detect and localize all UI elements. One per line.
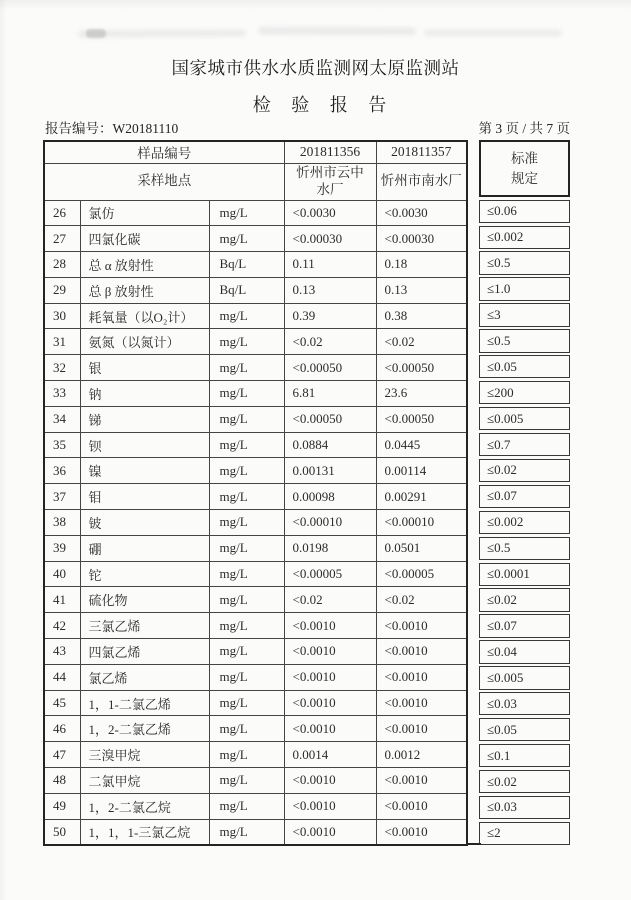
unit: mg/L	[209, 355, 284, 381]
unit: mg/L	[209, 587, 284, 613]
standard-limit: ≤3	[479, 303, 570, 326]
sample1-value: <0.00010	[284, 510, 376, 536]
row-number: 29	[44, 277, 80, 303]
parameter-name: 四氯化碳	[80, 226, 209, 252]
sample1-value: 0.00131	[284, 458, 376, 484]
sample2-value: 23.6	[376, 381, 467, 407]
sample-id-label: 样品编号	[44, 141, 284, 163]
parameter-name: 镍	[80, 458, 209, 484]
sample2-value: 0.18	[376, 252, 467, 278]
sample2-value: <0.00030	[376, 226, 467, 252]
unit: mg/L	[209, 768, 284, 794]
row-number: 42	[44, 613, 80, 639]
sample2-value: <0.00050	[376, 355, 467, 381]
row-number: 26	[44, 200, 80, 226]
standard-limit: ≤0.1	[479, 744, 570, 767]
parameter-name: 氯仿	[80, 200, 209, 226]
sample2-value: <0.0010	[376, 793, 467, 819]
sample-id-header-row	[44, 141, 467, 163]
row-number: 31	[44, 329, 80, 355]
sample1-value: <0.0010	[284, 664, 376, 690]
standard-limit: ≤0.03	[479, 796, 570, 819]
table-row	[44, 768, 467, 794]
sample1-value: 0.11	[284, 252, 376, 278]
sample2-value: 0.0012	[376, 742, 467, 768]
table-row	[44, 510, 467, 536]
standard-limit: ≤0.005	[479, 407, 570, 430]
row-number: 28	[44, 252, 80, 278]
unit: mg/L	[209, 690, 284, 716]
parameter-name: 总 β 放射性	[80, 277, 209, 303]
table-row	[44, 432, 467, 458]
report-number: 报告编号：W20181110	[45, 121, 179, 136]
table-row	[44, 355, 467, 381]
row-number: 41	[44, 587, 80, 613]
sample1-value: <0.02	[284, 329, 376, 355]
parameter-name: 银	[80, 355, 209, 381]
sample1-value: <0.00050	[284, 355, 376, 381]
row-number: 47	[44, 742, 80, 768]
table-row	[44, 406, 467, 432]
unit: mg/L	[209, 458, 284, 484]
sample2-value: <0.0010	[376, 819, 467, 845]
row-number: 30	[44, 303, 80, 329]
scan-smudge	[86, 29, 106, 38]
unit: mg/L	[209, 329, 284, 355]
standard-limit: ≤0.02	[479, 770, 570, 793]
standard-limit: ≤0.7	[479, 433, 570, 456]
sample1-value: <0.00050	[284, 406, 376, 432]
sample2-value: <0.0030	[376, 200, 467, 226]
parameter-name: 耗氧量（以O₂计）	[80, 303, 209, 329]
parameter-name: 铍	[80, 510, 209, 536]
sampling-location-header-row	[44, 163, 467, 200]
table-row	[44, 742, 467, 768]
sample2-value: <0.0010	[376, 690, 467, 716]
sample1-value: <0.0030	[284, 200, 376, 226]
sample1-value: <0.0010	[284, 793, 376, 819]
unit: mg/L	[209, 303, 284, 329]
table-row	[44, 252, 467, 278]
standard-limit: ≤2	[479, 822, 570, 845]
sample2-value: <0.02	[376, 587, 467, 613]
unit: mg/L	[209, 819, 284, 845]
unit: mg/L	[209, 613, 284, 639]
parameter-name: 氨氮（以氮计）	[80, 329, 209, 355]
parameter-name: 铊	[80, 561, 209, 587]
sample1-value: <0.0010	[284, 613, 376, 639]
sample1-value: <0.02	[284, 587, 376, 613]
table-row	[44, 535, 467, 561]
parameter-name: 1，2-二氯乙烯	[80, 716, 209, 742]
standard-limit: ≤0.0001	[479, 563, 570, 586]
table-bottom-rule	[466, 843, 481, 845]
table-row	[44, 381, 467, 407]
table-row	[44, 690, 467, 716]
row-number: 43	[44, 639, 80, 665]
table-row	[44, 639, 467, 665]
sample2-value: 0.00291	[376, 484, 467, 510]
unit: mg/L	[209, 716, 284, 742]
standard-limit: ≤1.0	[479, 277, 570, 300]
standard-limit: ≤0.002	[479, 511, 570, 534]
standard-limit: ≤0.5	[479, 251, 570, 274]
parameter-name: 三氯乙烯	[80, 613, 209, 639]
parameter-name: 二氯甲烷	[80, 768, 209, 794]
row-number: 33	[44, 381, 80, 407]
standard-limit: ≤0.002	[479, 226, 570, 249]
row-number: 48	[44, 768, 80, 794]
parameter-name: 三溴甲烷	[80, 742, 209, 768]
sample1-value: <0.00030	[284, 226, 376, 252]
sample2-value: <0.00010	[376, 510, 467, 536]
results-table	[43, 140, 468, 846]
report-subtitle: 检 验 报 告	[252, 95, 395, 115]
sample1-value: 0.00098	[284, 484, 376, 510]
table-row	[44, 819, 467, 845]
table-row	[44, 664, 467, 690]
unit: mg/L	[209, 639, 284, 665]
unit: mg/L	[209, 484, 284, 510]
unit: mg/L	[209, 742, 284, 768]
location-label: 采样地点	[44, 163, 284, 200]
parameter-name: 1，1-二氯乙烯	[80, 690, 209, 716]
report-meta-row	[45, 117, 570, 137]
standard-limit: ≤0.5	[479, 329, 570, 352]
standard-limit: ≤0.03	[479, 692, 570, 715]
standard-header	[479, 140, 570, 197]
standard-limit: ≤0.07	[479, 485, 570, 508]
unit: mg/L	[209, 510, 284, 536]
standard-limit: ≤0.07	[479, 614, 570, 637]
sample2-value: 0.00114	[376, 458, 467, 484]
unit: mg/L	[209, 432, 284, 458]
row-number: 49	[44, 793, 80, 819]
row-number: 40	[44, 561, 80, 587]
standard-limit: ≤0.02	[479, 459, 570, 482]
parameter-name: 钼	[80, 484, 209, 510]
sample2-value: <0.02	[376, 329, 467, 355]
row-number: 36	[44, 458, 80, 484]
row-number: 38	[44, 510, 80, 536]
standard-limit: ≤0.05	[479, 718, 570, 741]
row-number: 44	[44, 664, 80, 690]
unit: Bq/L	[209, 277, 284, 303]
table-row	[44, 329, 467, 355]
unit: mg/L	[209, 561, 284, 587]
sample2-value: <0.00005	[376, 561, 467, 587]
sample2-location: 忻州市南水厂	[376, 163, 467, 200]
scan-smudge	[258, 27, 416, 36]
sample1-id: 201811356	[284, 141, 376, 163]
sample1-value: 0.13	[284, 277, 376, 303]
table-row	[44, 226, 467, 252]
unit: mg/L	[209, 381, 284, 407]
report-title: 国家城市供水水质监测网太原监测站	[171, 58, 460, 78]
unit: mg/L	[209, 200, 284, 226]
standard-limits-column	[479, 140, 570, 845]
parameter-name: 1，1，1-三氯乙烷	[80, 819, 209, 845]
table-row	[44, 484, 467, 510]
parameter-name: 四氯乙烯	[80, 639, 209, 665]
standard-header-line1: 标准	[511, 150, 538, 166]
row-number: 32	[44, 355, 80, 381]
standard-limit: ≤0.02	[479, 588, 570, 611]
sample2-value: 0.38	[376, 303, 467, 329]
scan-smudge	[424, 30, 562, 36]
table-row	[44, 716, 467, 742]
table-row	[44, 793, 467, 819]
sample2-id: 201811357	[376, 141, 467, 163]
sample1-value: 0.0198	[284, 535, 376, 561]
row-number: 39	[44, 535, 80, 561]
standard-limit: ≤0.05	[479, 355, 570, 378]
sample2-value: <0.0010	[376, 716, 467, 742]
table-row	[44, 303, 467, 329]
sample1-value: <0.0010	[284, 639, 376, 665]
row-number: 37	[44, 484, 80, 510]
parameter-name: 氯乙烯	[80, 664, 209, 690]
sample1-value: 0.0884	[284, 432, 376, 458]
parameter-name: 总 α 放射性	[80, 252, 209, 278]
row-number: 50	[44, 819, 80, 845]
parameter-name: 钡	[80, 432, 209, 458]
standard-limit: ≤0.04	[479, 640, 570, 663]
parameter-name: 锑	[80, 406, 209, 432]
standard-limit: ≤200	[479, 381, 570, 404]
row-number: 34	[44, 406, 80, 432]
unit: mg/L	[209, 535, 284, 561]
table-row	[44, 613, 467, 639]
unit: Bq/L	[209, 252, 284, 278]
table-row	[44, 200, 467, 226]
sample2-value: <0.0010	[376, 639, 467, 665]
sample1-location: 忻州市云中水厂	[284, 163, 376, 200]
sample1-value: <0.00005	[284, 561, 376, 587]
sample2-value: <0.0010	[376, 613, 467, 639]
sample1-value: 0.39	[284, 303, 376, 329]
table-row	[44, 587, 467, 613]
row-number: 27	[44, 226, 80, 252]
table-row	[44, 277, 467, 303]
table-row	[44, 458, 467, 484]
sample2-value: 0.13	[376, 277, 467, 303]
parameter-name: 硼	[80, 535, 209, 561]
sample1-value: <0.0010	[284, 768, 376, 794]
standard-limit: ≤0.06	[479, 200, 570, 223]
parameter-name: 钠	[80, 381, 209, 407]
sample1-value: <0.0010	[284, 690, 376, 716]
sample2-value: <0.00050	[376, 406, 467, 432]
unit: mg/L	[209, 664, 284, 690]
standard-limit: ≤0.005	[479, 666, 570, 689]
row-number: 45	[44, 690, 80, 716]
sample2-value: <0.0010	[376, 768, 467, 794]
standard-header-line2: 规定	[511, 170, 538, 186]
sample2-value: 0.0501	[376, 535, 467, 561]
unit: mg/L	[209, 793, 284, 819]
table-row	[44, 561, 467, 587]
parameter-name: 1，2-二氯乙烷	[80, 793, 209, 819]
sample1-value: <0.0010	[284, 819, 376, 845]
parameter-name: 硫化物	[80, 587, 209, 613]
sample1-value: 0.0014	[284, 742, 376, 768]
row-number: 35	[44, 432, 80, 458]
standard-limit: ≤0.5	[479, 537, 570, 560]
row-number: 46	[44, 716, 80, 742]
sample2-value: 0.0445	[376, 432, 467, 458]
sample1-value: <0.0010	[284, 716, 376, 742]
unit: mg/L	[209, 406, 284, 432]
sample1-value: 6.81	[284, 381, 376, 407]
page-indicator: 第 3 页 / 共 7 页	[478, 121, 570, 136]
unit: mg/L	[209, 226, 284, 252]
sample2-value: <0.0010	[376, 664, 467, 690]
